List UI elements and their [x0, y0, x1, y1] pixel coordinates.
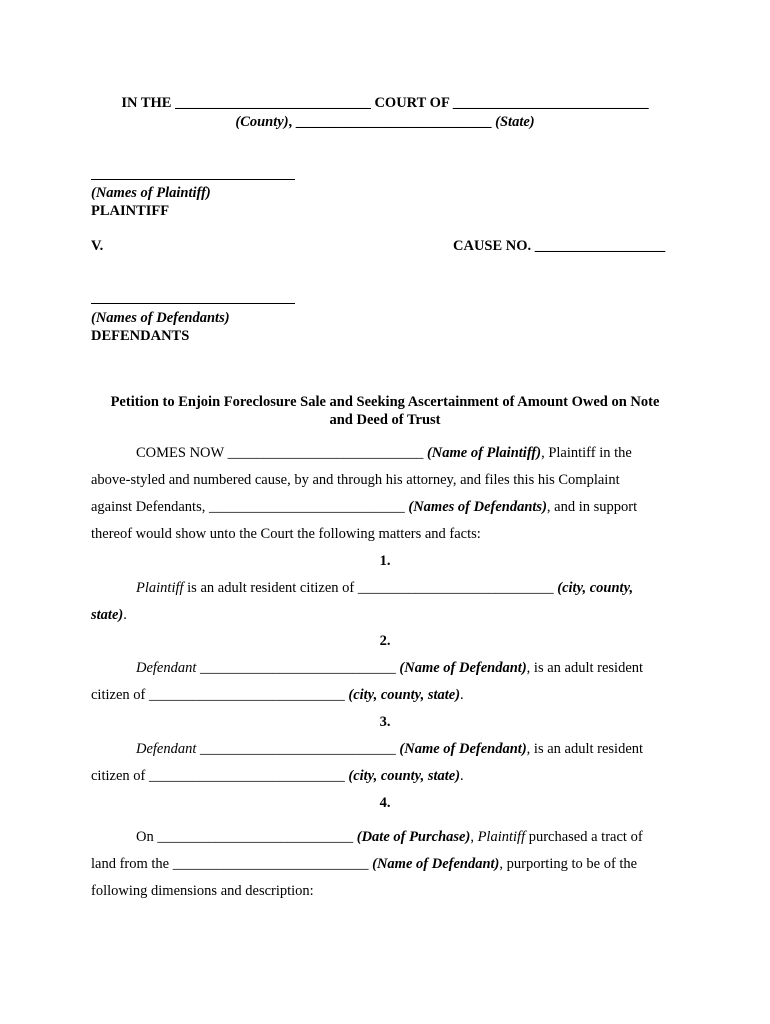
- plaintiff-name-placeholder: (Name of Plaintiff): [426, 445, 542, 461]
- state-label: (State): [495, 114, 535, 130]
- p4-text: land from the ___________________________: [91, 856, 373, 872]
- p3-line-2: [91, 767, 464, 785]
- p4-line-1: [136, 828, 643, 846]
- p4-text: purchased a tract of: [525, 829, 643, 845]
- p1-line-2: [91, 606, 127, 624]
- p2-line-1: [136, 659, 643, 677]
- paragraph-number-1: 1.: [379, 553, 391, 569]
- intro-line-1: [136, 444, 632, 462]
- defendant-names-label: (Names of Defendants): [91, 310, 230, 326]
- cause-number: CAUSE NO. __________________: [453, 238, 666, 254]
- plaintiff-term: Plaintiff: [136, 580, 184, 596]
- intro-text: against Defendants, ___________________________: [91, 499, 409, 515]
- p3-text: , is an adult resident: [526, 741, 644, 757]
- county-label: (County): [235, 114, 289, 130]
- p2-text: , is an adult resident: [526, 660, 644, 676]
- p3-text: citizen of ___________________________: [91, 768, 349, 784]
- plaintiff-name-rule: [91, 179, 295, 180]
- defendant-name-rule: [91, 303, 295, 304]
- defendant-name-placeholder: (Name of Defendant): [399, 741, 527, 757]
- county-separator: , ___________________________: [288, 114, 496, 130]
- defendants-names-placeholder: (Names of Defendants): [408, 499, 547, 515]
- p3-text: .: [460, 768, 464, 784]
- paragraph-number-2: 2.: [379, 633, 391, 649]
- p4-line-2: [91, 855, 637, 873]
- defendant-name-placeholder: (Name of Defendant): [399, 660, 527, 676]
- intro-text: , Plaintiff in the: [541, 445, 632, 461]
- city-county-state-placeholder: (city, county, state): [348, 768, 461, 784]
- p2-text: .: [460, 687, 464, 703]
- court-line: IN THE ___________________________ COURT OF ___________________________: [121, 95, 649, 111]
- petition-title-line1: Petition to Enjoin Foreclosure Sale and Seeking Ascertainment of Amount Owed on Note: [110, 394, 660, 410]
- plaintiff-term: Plaintiff: [477, 829, 526, 845]
- p2-line-2: [91, 686, 464, 704]
- intro-line-4: thereof would show unto the Court the following matters and facts:: [91, 526, 481, 542]
- petition-title-line2: and Deed of Trust: [329, 412, 441, 428]
- p3-text: ___________________________: [196, 741, 400, 757]
- plaintiff-names-label: (Names of Plaintiff): [91, 185, 211, 201]
- intro-line-2: above-styled and numbered cause, by and through his attorney, and files this his Complaint: [91, 472, 620, 488]
- date-of-purchase-placeholder: (Date of Purchase): [356, 829, 471, 845]
- paragraph-number-3: 3.: [379, 714, 391, 730]
- paragraph-number-4: 4.: [379, 795, 391, 811]
- p2-text: ___________________________: [196, 660, 400, 676]
- county-state-line: [0, 113, 770, 131]
- versus-label: V.: [91, 238, 104, 254]
- p4-line-3: following dimensions and description:: [91, 883, 314, 899]
- intro-text: COMES NOW ___________________________: [136, 445, 427, 461]
- p4-text: , purporting to be of the: [499, 856, 638, 872]
- p1-line-1: [136, 579, 633, 597]
- defendant-term: Defendant: [136, 660, 197, 676]
- plaintiff-role: PLAINTIFF: [91, 203, 170, 219]
- defendant-term: Defendant: [136, 741, 197, 757]
- defendant-role: DEFENDANTS: [91, 328, 190, 344]
- p1-text: .: [123, 607, 127, 623]
- city-county-state-placeholder: (city, county, state): [348, 687, 461, 703]
- p2-text: citizen of ___________________________: [91, 687, 349, 703]
- intro-text: , and in support: [546, 499, 638, 515]
- state-placeholder: state): [91, 607, 124, 623]
- intro-line-3: [91, 498, 637, 516]
- city-county-placeholder: (city, county,: [557, 580, 634, 596]
- defendant-name-placeholder: (Name of Defendant): [372, 856, 500, 872]
- p1-text: is an adult resident citizen of ___________________________: [183, 580, 558, 596]
- p4-text: On ___________________________: [136, 829, 357, 845]
- p3-line-1: [136, 740, 643, 758]
- p4-text: ,: [470, 829, 478, 845]
